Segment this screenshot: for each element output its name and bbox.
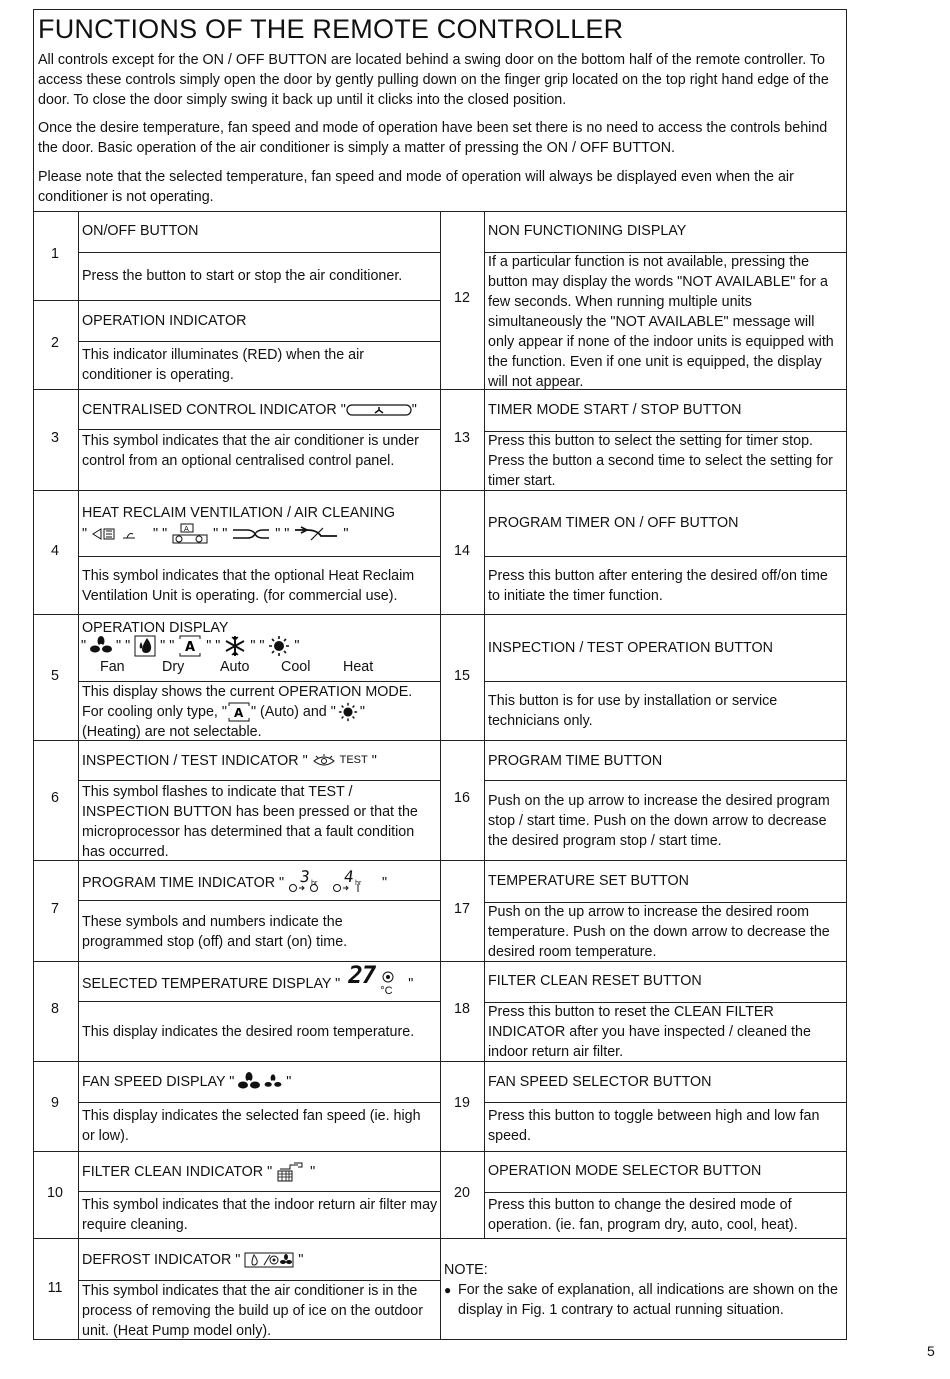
- item-description: This display indicates the selected fan speed (ie. high or low).: [82, 1108, 421, 1144]
- cell-divider: [484, 556, 847, 557]
- page-number: 5: [927, 1343, 935, 1359]
- item-description: [82, 682, 438, 742]
- heat-exchange-icon: [293, 526, 339, 542]
- intro-paragraph-3: Please note that the selected temperature, fan speed and mode of operation will always be displayed even when the air conditioner is not operating.: [38, 169, 794, 205]
- row-number: 15: [454, 668, 470, 684]
- item-title: INSPECTION / TEST INDICATOR " TEST ": [82, 753, 377, 769]
- test-label: TEST: [339, 754, 368, 766]
- mode-label-fan: Fan: [100, 659, 125, 675]
- item-title: FILTER CLEAN RESET BUTTON: [488, 973, 702, 989]
- temperature-unit: °C: [380, 985, 393, 997]
- item-description: Push on the up arrow to increase the desired room temperature. Push on the down arrow to decrease the desired room temperature.: [488, 904, 830, 960]
- item-description: This symbol indicates that the air conditioner is under control from an optional centralised control panel.: [82, 433, 419, 469]
- item-title: PROGRAM TIME BUTTON: [488, 753, 663, 769]
- cell-divider: [78, 780, 440, 781]
- ventilation-symbols: " " " A " " " " ": [82, 523, 348, 545]
- item-description: These symbols and numbers indicate the programmed stop (off) and start (on) time.: [82, 914, 348, 950]
- item-description: This button is for use by installation or service technicians only.: [488, 693, 778, 729]
- row-divider: [33, 389, 440, 390]
- item-description: Press this button to select the setting for timer stop. Press the button a second time to select the setting for timer start.: [488, 433, 833, 489]
- col-divider: [484, 211, 485, 1238]
- dry-mode-icon: [134, 635, 156, 657]
- item-title: OPERATION INDICATOR: [82, 313, 247, 329]
- item-description: This symbol indicates that the air conditioner is in the process of removing the build up of ice on the outdoor unit. (Heat Pump model only).: [82, 1283, 423, 1339]
- item-title: [82, 400, 417, 420]
- ventilation-unit-icon: [91, 526, 149, 542]
- title-quote: ": [411, 402, 417, 418]
- desc-line: For cooling only type, " A " (Auto) and " ": [82, 704, 365, 721]
- auto-glyph: A: [233, 706, 244, 721]
- timer-on-icon: [332, 883, 372, 893]
- centralised-control-icon: [346, 403, 412, 417]
- cell-divider: [484, 1192, 847, 1193]
- row-number: 20: [454, 1185, 470, 1201]
- cell-divider: [78, 429, 440, 430]
- timer-off-icon: [288, 883, 328, 893]
- item-title: NON FUNCTIONING DISPLAY: [488, 223, 687, 239]
- auto-mode-icon: [227, 702, 251, 722]
- item-title: OPERATION DISPLAY: [82, 620, 229, 636]
- note-label: NOTE:: [444, 1262, 488, 1278]
- desc-line: This display shows the current OPERATION MODE.: [82, 684, 413, 700]
- row-number: 18: [454, 1001, 470, 1017]
- item-title: DEFROST INDICATOR " ": [82, 1252, 304, 1268]
- row-divider: [33, 1238, 847, 1239]
- time-stop-value: 3: [298, 867, 312, 886]
- cool-mode-icon: [224, 635, 246, 657]
- note-bullet: ●: [444, 1283, 452, 1297]
- item-title: OPERATION MODE SELECTOR BUTTON: [488, 1163, 762, 1179]
- mode-label-cool: Cool: [281, 659, 311, 675]
- item-description: This indicator illuminates (RED) when the air conditioner is operating.: [82, 347, 365, 383]
- auto-mode-icon: [178, 635, 202, 657]
- time-start-value: 4: [342, 867, 356, 886]
- item-title: FILTER CLEAN INDICATOR " ": [82, 1161, 315, 1183]
- row-number: 1: [51, 246, 59, 262]
- temperature-value: 27: [348, 961, 376, 989]
- temperature-display: [344, 961, 404, 997]
- item-description: Press this button after entering the desired off/on time to initiate the timer function.: [488, 568, 828, 604]
- mode-label-auto: Auto: [220, 659, 250, 675]
- row-divider: [33, 300, 440, 301]
- row-number: 9: [51, 1095, 59, 1111]
- filter-clean-icon: [276, 1161, 306, 1183]
- page-title: FUNCTIONS OF THE REMOTE CONTROLLER: [38, 14, 624, 44]
- cell-divider: [78, 556, 440, 557]
- cell-divider: [484, 780, 847, 781]
- fan-speed-low-icon: [264, 1074, 282, 1090]
- cell-divider: [78, 252, 440, 253]
- col-divider: [78, 211, 79, 1340]
- item-title: PROGRAM TIMER ON / OFF BUTTON: [488, 515, 739, 531]
- fan-speed-high-icon: [238, 1072, 260, 1092]
- row-divider: [33, 1151, 847, 1152]
- item-description: Push on the up arrow to increase the desired program stop / start time. Push on the down arrow to decrease the desired program stop / start time.: [488, 793, 830, 849]
- row-number: 11: [47, 1280, 63, 1296]
- item-title: ON/OFF BUTTON: [82, 223, 199, 239]
- item-description: Press this button to change the desired mode of operation. (ie. fan, program dry, auto, cool, heat).: [488, 1197, 798, 1233]
- row-number: 3: [51, 430, 59, 446]
- row-number: 16: [454, 790, 470, 806]
- cell-divider: [78, 1102, 440, 1103]
- item-description: This symbol flashes to indicate that TEST / INSPECTION BUTTON has been pressed or that the microprocessor has determined that a fault condition has occurred.: [82, 784, 418, 860]
- row-number: 10: [47, 1185, 63, 1201]
- item-description: This symbol indicates that the optional Heat Reclaim Ventilation Unit is operating. (for commercial use).: [82, 568, 415, 604]
- row-number: 12: [454, 290, 470, 306]
- auto-glyph: A: [185, 640, 196, 655]
- cell-divider: [78, 341, 440, 342]
- program-time-display: 3 hr 4 hr: [288, 871, 378, 895]
- col-divider: [440, 211, 441, 1340]
- item-title: FAN SPEED SELECTOR BUTTON: [488, 1074, 712, 1090]
- cell-divider: [78, 1191, 440, 1192]
- air-cleaning-icon: [171, 523, 209, 545]
- cell-divider: [78, 900, 440, 901]
- row-number: 13: [454, 430, 470, 446]
- row-number: 14: [454, 543, 470, 559]
- ventilation-bypass-icon: [231, 526, 271, 542]
- inspection-eye-icon: [312, 754, 336, 768]
- item-description: If a particular function is not available, pressing the button may display the words "NOT AVAILABLE" for a few seconds. When running multiple units simultaneously the "NOT AVAILABLE" message will only appear if none of the indoor units is equipped with the function. Even if one unit is equipped, the display will not appear.: [488, 254, 834, 390]
- item-description: Press this button to toggle between high and low fan speed.: [488, 1108, 820, 1144]
- item-description: Press the button to start or stop the air conditioner.: [82, 268, 403, 284]
- row-number: 4: [51, 543, 59, 559]
- operation-mode-symbols: " " " " " A " " " " ": [81, 635, 300, 657]
- mode-label-heat: Heat: [343, 659, 374, 675]
- item-title: FAN SPEED DISPLAY " ": [82, 1072, 291, 1092]
- cell-divider: [78, 1001, 440, 1002]
- item-title: TEMPERATURE SET BUTTON: [488, 873, 689, 889]
- item-description: This display indicates the desired room temperature.: [82, 1024, 415, 1040]
- item-title: TIMER MODE START / STOP BUTTON: [488, 402, 742, 418]
- item-title: SELECTED TEMPERATURE DISPLAY " 27 °C ": [82, 971, 413, 997]
- row-number: 7: [51, 901, 59, 917]
- row-number: 8: [51, 1001, 59, 1017]
- mode-label-dry: Dry: [162, 659, 185, 675]
- heat-mode-icon: [336, 702, 360, 722]
- note-text: For the sake of explanation, all indications are shown on the display in Fig. 1 contrary to actual running situation.: [458, 1282, 838, 1318]
- row-number: 19: [454, 1095, 470, 1111]
- title-text: CENTRALISED CONTROL INDICATOR ": [82, 402, 346, 418]
- cell-divider: [484, 681, 847, 682]
- defrost-icon: [244, 1252, 294, 1268]
- row-number: 17: [454, 901, 470, 917]
- item-title: HEAT RECLAIM VENTILATION / AIR CLEANING: [82, 505, 396, 521]
- item-description: This symbol indicates that the indoor return air filter may require cleaning.: [82, 1197, 438, 1233]
- heat-mode-icon: [268, 635, 290, 657]
- item-title: PROGRAM TIME INDICATOR " 3 hr 4 hr ": [82, 871, 387, 895]
- row-number: 2: [51, 335, 59, 351]
- desc-line: (Heating) are not selectable.: [82, 724, 262, 741]
- intro-paragraph-1: All controls except for the ON / OFF BUTTON are located behind a swing door on the bottom half of the remote controller. To access these controls simply open the door by gently pulling down on the finger grip located on the top right hand edge of the door. To close the door simply swing it back up until it clicks into the closed position.: [38, 52, 829, 108]
- row-divider: [33, 614, 847, 615]
- intro-paragraph-2: Once the desire temperature, fan speed and mode of operation have been set there is no need to access the controls behind the door. Basic operation of the air conditioner is simply a matter of pressing the ON / OFF BUTTON.: [38, 120, 828, 156]
- fan-mode-icon: [90, 636, 112, 656]
- item-title: INSPECTION / TEST OPERATION BUTTON: [488, 640, 773, 656]
- row-number: 6: [51, 790, 59, 806]
- item-description: Press this button to reset the CLEAN FILTER INDICATOR after you have inspected / cleaned the indoor return air filter.: [488, 1004, 811, 1060]
- svg-text:A: A: [184, 525, 189, 533]
- cell-divider: [484, 1102, 847, 1103]
- row-number: 5: [51, 668, 59, 684]
